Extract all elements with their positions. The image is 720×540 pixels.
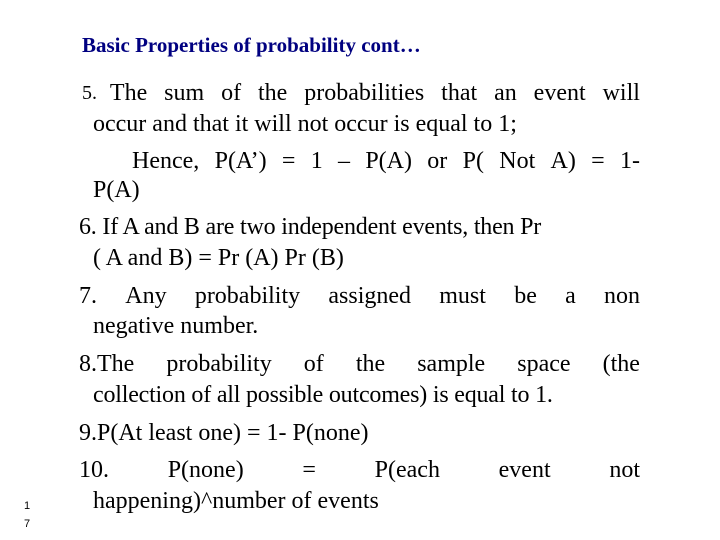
word: probability [166,351,272,377]
word: non [603,283,640,309]
word: sum [164,80,205,106]
item-5-line-4: P(A) [93,177,140,203]
word: – [338,148,351,174]
word: = [281,148,296,174]
item-5-number: 5. [82,82,97,104]
item-5-line-2: occur and that it will not occur is equal to 1; [93,111,517,137]
word: Hence, [132,148,200,174]
word: (the [602,351,640,377]
item-7-line-2: negative number. [93,313,259,339]
word: P( [462,148,484,174]
word: 7. [79,283,97,309]
word: of [303,351,324,377]
word: event [533,80,586,106]
word: assigned [328,283,412,309]
word: or [427,148,448,174]
word: P(A) [365,148,412,174]
word: Any [125,283,167,309]
word: = [302,457,316,483]
word: that [441,80,478,106]
word: 1 [310,148,323,174]
item-8-line-2: collection of all possible outcomes) is equal to 1. [93,382,553,408]
item-6-line-1: 6. If A and B are two independent events, then Pr [79,214,542,240]
word: P(A’) [214,148,267,174]
word: Not [499,148,536,174]
word: the [258,80,288,106]
word: space [517,351,571,377]
word: 8.The [79,351,135,377]
word: an [494,80,517,106]
item-5-line-3 [132,147,640,175]
word: P(each [374,457,440,483]
word: 1- [620,148,640,174]
word: be [514,283,537,309]
item-10-line-2: happening)^number of events [93,488,379,514]
word: probability [194,283,301,309]
page-number-top: 1 [24,500,31,512]
word: 10. [79,457,109,483]
page-title: Basic Properties of probability cont… [82,33,421,57]
item-8-line-1 [79,350,640,378]
page-number-bottom: 7 [24,518,31,530]
item-9-line-1: 9.P(At least one) = 1- P(none) [79,420,369,446]
word: the [355,351,386,377]
word: of [221,80,242,106]
word: probabilities [304,80,425,106]
word: P(none) [167,457,244,483]
item-6-line-2: ( A and B) = Pr (A) Pr (B) [93,245,344,271]
word: event [498,457,551,483]
word: a [565,283,576,309]
word: will [602,80,640,106]
item-7-line-1 [79,282,640,310]
word: The [109,80,148,106]
word: = [591,148,605,174]
item-10-line-1 [79,456,640,484]
word: not [609,457,640,483]
word: sample [417,351,486,377]
word: A) [550,148,576,174]
item-5-line-1 [82,79,640,107]
word: must [439,283,486,309]
